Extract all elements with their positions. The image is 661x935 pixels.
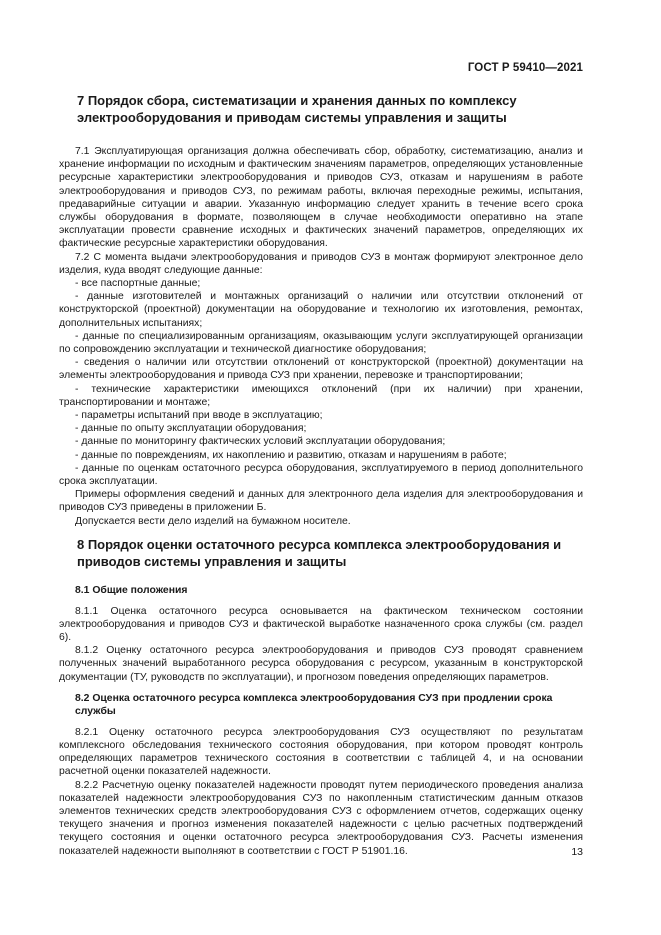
list-item: - данные по повреждениям, их накоплению и развитию, отказам и нарушениям в работе;: [75, 449, 507, 461]
paragraph-8-2-1: 8.2.1 Оценку остаточного ресурса электрооборудования СУЗ осуществляют по результатам комплексного обследования технического состояния оборудования, при котором проводят контроль определяющих параметров технического состояния в соответствии с таблицей 4, и на основании расчетной оценки показателей надежности.: [59, 726, 583, 778]
paragraph-7-2: 7.2 С момента выдачи электрооборудования и приводов СУЗ в монтаж формируют электронное дело изделия, куда вводят следующие данные:: [59, 251, 583, 276]
list-item: - данные изготовителей и монтажных организаций о наличии или отсутствии отклонений от конструкторской (проектной) документации на оборудование и технологию их изготовления, ремонтах, дополнительных испытаниях;: [59, 291, 583, 329]
section-7-body: [59, 145, 583, 528]
list-item: - данные по мониторингу фактических условий эксплуатации оборудования;: [75, 436, 446, 448]
list-item: - данные по опыту эксплуатации оборудования;: [75, 423, 307, 435]
paragraph-8-2-2: 8.2.2 Расчетную оценку показателей надежности проводят путем периодического проведения анализа показателей надежности электрооборудования СУЗ по накопленным статистическим данным отказов элементов технических средств электрооборудования СУЗ с оформлением отчетов, содержащих оценку текущего значения и прогноз изменения показателей надежности с целью расчетных подтверждений текущего состояния и оценки остаточного ресурса электрооборудования СУЗ. Расчеты изменения показателей надежности выполняют в соответствии с ГОСТ Р 51901.16.: [59, 779, 583, 857]
subsection-8-2-body: [59, 726, 583, 858]
list-item: - параметры испытаний при вводе в эксплуатацию;: [75, 410, 323, 422]
paragraph-8-1-2: 8.1.2 Оценку остаточного ресурса электрооборудования и приводов СУЗ проводят сравнением полученных значений выработанного ресурса оборудования с ресурсом, указанным в конструкторской документации (ТУ, руководств по эксплуатации), и прогнозом поведения определяющих параметров.: [59, 645, 583, 683]
paragraph-paper: Допускается вести дело изделий на бумажном носителе.: [75, 515, 351, 527]
paragraph-examples: Примеры оформления сведений и данных для электронного дела изделия для электрооборудования и приводов СУЗ приведены в приложении Б.: [59, 489, 583, 514]
section-7: [59, 92, 583, 528]
document-code: ГОСТ Р 59410—2021: [467, 62, 583, 74]
subsection-8-2-title: 8.2 Оценка остаточного ресурса комплекса электрооборудования СУЗ при продлении срока службы: [75, 692, 553, 718]
list-item: - технические характеристики имеющихся отклонений (при их наличии) при хранении, транспортировании и монтаже;: [59, 383, 583, 408]
list-item: - сведения о наличии или отсутствии отклонений от конструкторской (проектной) документации на элементы электрооборудования и привода СУЗ при хранении, перевозке и транспортировании;: [59, 357, 583, 382]
subsection-8-1-title: 8.1 Общие положения: [75, 585, 188, 596]
list-item: - все паспортные данные;: [75, 278, 201, 290]
section-8: [59, 536, 583, 858]
page-number: 13: [571, 846, 583, 858]
paragraph-7-1: 7.1 Эксплуатирующая организация должна обеспечивать сбор, обработку, систематизацию, анализ и хранение информации по исходным и фактическим значениям параметров, определяющих установленные ресурсные характеристики электрооборудования и приводов СУЗ, отказам и нарушениям в работе электрооборудования и приводов СУЗ, по режимам работы, включая переходные режимы, испытания, предаварийные ситуации и аварии. Указанную информацию следует хранить в течение всего срока службы оборудования в формате, позволяющем в случае необходимости оперативно на этапе эксплуатации провести сравнение исходных и фактических значений параметров, определяющих их фактические ресурсные характеристики оборудования.: [59, 146, 583, 250]
subsection-8-1-body: [59, 605, 583, 684]
list-item: - данные по специализированным организациям, оказывающим услуги эксплуатирующей организации по сопровождению эксплуатации и технической диагностике оборудования;: [59, 330, 583, 356]
section-8-title: 8 Порядок оценки остаточного ресурса комплекса электрооборудования и приводов системы управления и защиты: [77, 537, 562, 569]
paragraph-8-1-1: 8.1.1 Оценка остаточного ресурса основывается на фактическом техническом состоянии электрооборудования и приводов СУЗ и фактической выработке назначенного срока службы (см. раздел 6).: [59, 605, 583, 643]
section-7-title: 7 Порядок сбора, систематизации и хранения данных по комплексу электрооборудования и приводам системы управления и защиты: [77, 93, 517, 125]
list-item: - данные по оценкам остаточного ресурса оборудования, эксплуатируемого в период дополнительного срока эксплуатации.: [59, 462, 583, 488]
